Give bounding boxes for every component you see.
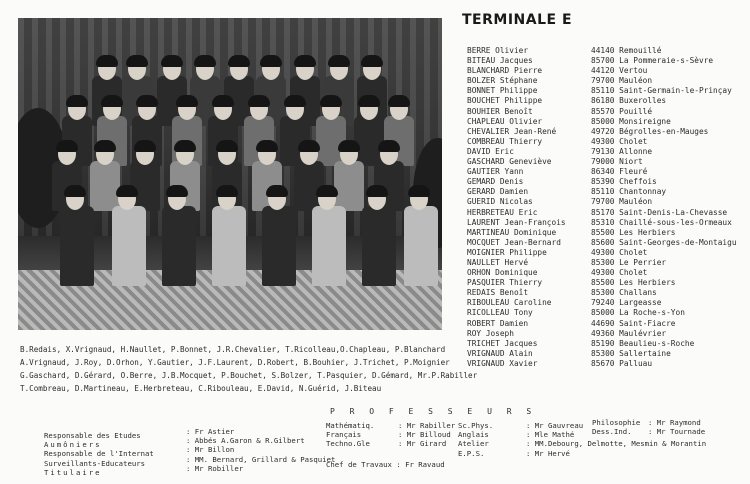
subjects-group-b (458, 421, 493, 458)
student-name: GASCHARD Geneviève (467, 157, 552, 167)
student-name: MOIGNIER Philippe (467, 247, 547, 257)
student-name: HERBRETEAU Eric (467, 207, 538, 217)
student-town: 49720 Bégrolles-en-Mauges (591, 126, 709, 136)
student-name: GAUTIER Yann (467, 167, 524, 177)
teacher: : Mr Rabiller (398, 421, 456, 430)
student-name: BOUCHET Philippe (467, 96, 543, 106)
figure-hair (294, 55, 316, 67)
student-name: ORHON Dominique (467, 268, 538, 278)
figure-hair (328, 55, 350, 67)
student-name: COMBREAU Thierry (467, 136, 543, 146)
figure-body (362, 206, 396, 286)
student-town: 79240 Largeasse (591, 298, 662, 308)
class-photo (18, 18, 442, 330)
teacher: : Mr Hervé (526, 448, 570, 458)
student-name: GERARD Damien (467, 187, 529, 197)
figure-body (354, 116, 384, 166)
subject: Sc.Phys. (458, 421, 494, 430)
student-name: CHAPLEAU Olivier (467, 116, 543, 126)
figure-hair (116, 185, 138, 197)
student-town: 85300 Sallertaine (591, 348, 671, 358)
teacher: : Mr Gauvreau (526, 421, 584, 430)
student-town: 85310 Chaillé-sous-les-Ormeaux (591, 217, 732, 227)
teacher: : Mr Tournade (648, 427, 706, 437)
student-town: 85390 Cheffois (591, 177, 657, 187)
subject: Dess.Ind. (592, 427, 632, 437)
student-name: BITEAU Jacques (467, 56, 533, 66)
student-town: 85300 Challans (591, 288, 657, 298)
subject: Anglais (458, 430, 489, 440)
figure-body (334, 161, 364, 211)
student-name: MOCQUET Jean-Bernard (467, 237, 561, 247)
professors-heading: P R O F E S S E U R S (330, 407, 537, 416)
staff-role: Responsable des Etudes (44, 431, 141, 440)
student-town: 44140 Remouillé (591, 46, 662, 55)
figure-body (262, 206, 296, 286)
student-town: 49300 Cholet (591, 136, 648, 146)
teachers-group-a (398, 421, 455, 449)
student-town: 85600 Saint-Georges-de-Montaigu (591, 237, 737, 247)
staff-role: Aumôniers (44, 440, 102, 450)
figure-body (212, 206, 246, 286)
student-town-list (591, 46, 737, 369)
subject: Atelier (458, 439, 489, 449)
figure-hair (316, 185, 338, 197)
staff-name: : Mr Robiller (186, 463, 244, 473)
subject: Mathématiq. (326, 421, 375, 430)
student-name: NAULLET Hervé (467, 257, 529, 267)
figure-hair (136, 95, 158, 107)
subjects-group-a (326, 421, 374, 449)
subject: Techno.Gle (326, 439, 370, 449)
staff-role: Surveillants-Educateurs (44, 458, 146, 468)
student-town: 85000 Monsireigne (591, 116, 671, 126)
student-name: GUERID Nicolas (467, 197, 533, 207)
subject: Philosophie (592, 418, 641, 427)
teacher: : Mr Girard (398, 439, 447, 449)
student-name: VRIGNAUD Alain (467, 348, 533, 358)
figure-hair (126, 55, 148, 67)
student-town: 79000 Niort (591, 157, 643, 167)
student-town: 49300 Cholet (591, 268, 648, 278)
photo-caption-row-4: T.Combreau, D.Martineau, E.Herbreteau, C.Ribouleau, E.David, N.Guérid, J.Biteau (20, 384, 382, 393)
student-name: PASQUIER Thierry (467, 278, 543, 288)
teacher: : Mr Billoud (398, 430, 451, 440)
staff-name: : Fr Astier (186, 427, 235, 436)
figure-hair (134, 140, 156, 152)
photo-caption-row-3: G.Gaschard, D.Gérard, O.Berre, J.B.Mocquet, P.Bouchet, S.Bolzer, T.Pasquier, D.Gémard, Mr.P.Rabiller (20, 371, 478, 380)
teacher: : Mle Mathé (526, 430, 575, 440)
figure-hair (361, 55, 383, 67)
teachers-group-c (648, 418, 705, 436)
student-town: 85670 Palluau (591, 358, 653, 368)
student-name: CHEVALIER Jean-René (467, 126, 557, 136)
page-title: TERMINALE E (462, 12, 573, 28)
teacher: : MM.Debourg, Delmotte, Mesmin & Morantin (526, 439, 707, 449)
student-name: BLANCHARD Pierre (467, 66, 543, 76)
student-name: GEMARD Denis (467, 177, 524, 187)
figure-hair (338, 140, 360, 152)
student-name: DAVID Eric (467, 146, 514, 156)
student-name: ROY Joseph (467, 328, 514, 338)
figure-hair (388, 95, 410, 107)
staff-name: : Abbés A.Garon & R.Gilbert (186, 436, 305, 446)
subject: Français (326, 430, 362, 440)
figure-hair (284, 95, 306, 107)
figure-hair (266, 185, 288, 197)
student-name: BONNET Philippe (467, 86, 538, 96)
subject: E.P.S. (458, 448, 485, 458)
staff-role: Titulaire (44, 467, 102, 477)
student-name-list (467, 46, 566, 369)
figure-hair (298, 140, 320, 152)
figure-body (404, 206, 438, 286)
student-town: 85110 Chantonnay (591, 187, 667, 197)
figure-hair (320, 95, 342, 107)
student-town: 85190 Beaulieu-s-Roche (591, 338, 695, 348)
photo-caption-row-1: B.Redais, X.Vrignaud, H.Naullet, P.Bonnet, J.R.Chevalier, T.Ricolleau,O.Chapleau, P.Blanchard (20, 345, 446, 354)
student-town: 85500 Les Herbiers (591, 227, 676, 237)
figure-body (112, 206, 146, 286)
teacher: : Mr Raymond (648, 418, 701, 427)
student-town: 86340 Fleuré (591, 167, 648, 177)
student-name: LAURENT Jean-François (467, 217, 566, 227)
staff-roles (44, 431, 154, 477)
student-town: 44120 Vertou (591, 66, 648, 76)
figure-hair (166, 185, 188, 197)
student-name: REDAIS Benoît (467, 288, 529, 298)
figure-hair (248, 95, 270, 107)
figure-hair (216, 140, 238, 152)
student-town: 85300 Le Perrier (591, 257, 667, 267)
student-name: VRIGNAUD Xavier (467, 358, 538, 368)
student-name: ROBERT Damien (467, 318, 529, 328)
figure-hair (64, 185, 86, 197)
figure-hair (101, 95, 123, 107)
staff-role: Responsable de l'Internat (44, 449, 154, 459)
figure-hair (161, 55, 183, 67)
photo-caption-row-2: A.Vrignaud, J.Roy, D.Orhon, Y.Gautier, J.F.Laurent, D.Robert, B.Bouhier, J.Trichet, P.Moignier (20, 358, 450, 367)
figure-hair (216, 185, 238, 197)
student-name: TRICHET Jacques (467, 338, 538, 348)
student-town: 79130 Allonne (591, 146, 653, 156)
student-name: BOUHIER Benoît (467, 106, 533, 116)
figure-hair (358, 95, 380, 107)
staff-name: : Mr Billon (186, 445, 235, 455)
student-town: 85500 Les Herbiers (591, 278, 676, 288)
figure-hair (408, 185, 430, 197)
figure-hair (260, 55, 282, 67)
student-town: 79700 Mauléon (591, 197, 653, 207)
figure-body (60, 206, 94, 286)
figure-hair (96, 55, 118, 67)
student-name: BOLZER Stéphane (467, 76, 538, 86)
student-town: 86180 Buxerolles (591, 96, 667, 106)
figure-hair (94, 140, 116, 152)
figure-hair (194, 55, 216, 67)
student-name: MARTINEAU Dominique (467, 227, 557, 237)
student-town: 49300 Cholet (591, 247, 648, 257)
chef-de-travaux: Chef de Travaux : Fr Ravaud (326, 460, 445, 469)
student-town: 49360 Maulévrier (591, 328, 667, 338)
student-town: 85700 La Pommeraie-s-Sèvre (591, 56, 714, 66)
figure-hair (66, 95, 88, 107)
figure-hair (378, 140, 400, 152)
figure-hair (176, 95, 198, 107)
figure-body (312, 206, 346, 286)
student-town: 85000 La Roche-s-Yon (591, 308, 685, 318)
figure-hair (256, 140, 278, 152)
student-name: RICOLLEAU Tony (467, 308, 533, 318)
figure-hair (366, 185, 388, 197)
figure-hair (228, 55, 250, 67)
student-town: 44690 Saint-Fiacre (591, 318, 676, 328)
staff-names (186, 427, 335, 473)
figure-body (162, 206, 196, 286)
figure-body (90, 161, 120, 211)
student-town: 85570 Pouillé (591, 106, 653, 116)
student-town: 85110 Saint-Germain-le-Prinçay (591, 86, 732, 96)
staff-name: : MM. Bernard, Grillard & Pasquiet (186, 454, 336, 464)
student-name: BERRE Olivier (467, 46, 529, 55)
student-town: 85170 Saint-Denis-La-Chevasse (591, 207, 728, 217)
figure-hair (56, 140, 78, 152)
figure-hair (212, 95, 234, 107)
subjects-group-c (592, 418, 640, 436)
student-name: RIBOULEAU Caroline (467, 298, 552, 308)
student-town: 79700 Mauléon (591, 76, 653, 86)
figure-hair (174, 140, 196, 152)
